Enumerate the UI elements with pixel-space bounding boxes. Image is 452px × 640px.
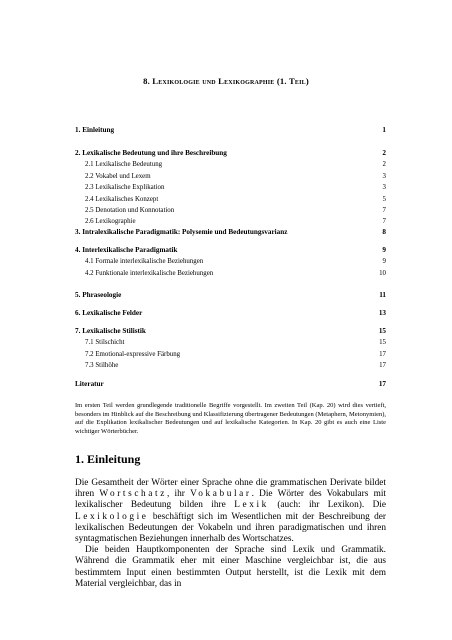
toc-subentry[interactable] xyxy=(75,171,386,182)
toc-group xyxy=(75,148,386,228)
toc-entry-page: 17 xyxy=(379,362,386,370)
toc-entry-label: 2.6 Lexikographie xyxy=(85,218,136,226)
toc-entry-page: 7 xyxy=(382,218,386,226)
toc-group xyxy=(75,227,386,238)
toc-entry[interactable] xyxy=(75,290,386,301)
toc-entry-label: 2.2 Vokabel und Lexem xyxy=(85,172,151,180)
toc-entry-page: 1 xyxy=(382,126,386,134)
section-heading: 1. Einleitung xyxy=(75,452,141,466)
toc-entry-page: 8 xyxy=(382,228,386,236)
toc-subentry[interactable] xyxy=(75,256,386,267)
toc-entry-page: 10 xyxy=(379,269,386,277)
toc-entry-page: 15 xyxy=(379,339,386,347)
toc-entry-label: 6. Lexikalische Felder xyxy=(75,309,143,317)
toc-subentry[interactable] xyxy=(75,337,386,348)
toc-entry-label: 4. Interlexikalische Paradigmatik xyxy=(75,246,178,254)
toc-subentry[interactable] xyxy=(75,182,386,193)
toc-entry-page: 15 xyxy=(378,327,386,335)
toc-entry-page: 17 xyxy=(379,350,386,358)
toc-entry-label: 1. Einleitung xyxy=(75,126,115,134)
toc-entry-page: 3 xyxy=(382,184,386,192)
toc-entry-page: 13 xyxy=(378,309,386,317)
toc-subentry[interactable] xyxy=(75,360,386,371)
toc-entry-label: 4.2 Funktionale interlexikalische Beziehungen xyxy=(85,269,214,277)
spaced-term: Lexik xyxy=(234,500,269,511)
paragraph-1: Die Gesamtheit der Wörter einer Sprache ohne die grammatischen Derivate bildet ihren Wortschatz, ihr Vokabular. Die Wörter des Vokabulars mit lexikalischer Bedeutung bilden ihre Lexik (auch: ihr Lexikon). Die Lexikologie beschäftigt sich im Wesentlichen mit der Beschreibung der lexikalischen Bedeutungen der Vokabeln und ihren paradigmatischen und ihren syntagmatischen Beziehungen innerhalb des Wortschatzes. xyxy=(75,478,386,545)
toc-subentry[interactable] xyxy=(75,349,386,360)
toc-entry-label: 4.1 Formale interlexikalische Beziehungen xyxy=(85,258,204,266)
toc-subentry[interactable] xyxy=(75,205,386,216)
toc-entry[interactable] xyxy=(75,379,386,390)
toc-entry-label: 5. Phraseologie xyxy=(75,291,122,299)
toc-group xyxy=(75,379,386,390)
toc-entry-label: 2.4 Lexikalisches Konzept xyxy=(85,195,159,203)
intro-note: Im ersten Teil werden grundlegende traditionelle Begriffe vorgestellt. Im zweiten Teil (Kap. 20) wird dies vertieft, besonders im Hinblick auf die Beschreibung und Klassifizierung übertragener Bedeutungen (Metaphern, Metonymien), auf die Explikation lexikalischer Bedeutungen und auf lexikalische Kategorien. In Kap. 20 gibt es auch eine Liste wichtiger Wörterbücher. xyxy=(75,402,387,435)
toc-entry-page: 3 xyxy=(382,172,386,180)
toc-entry[interactable] xyxy=(75,308,386,319)
toc-entry-page: 2 xyxy=(382,161,386,169)
toc-group xyxy=(75,125,386,136)
toc-entry-page: 2 xyxy=(382,149,386,157)
toc-subentry[interactable] xyxy=(75,159,386,170)
toc-subentry[interactable] xyxy=(75,194,386,205)
toc-group xyxy=(75,326,386,372)
toc-entry-label: 7.3 Stilhöhe xyxy=(85,362,119,370)
toc-group xyxy=(75,245,386,279)
toc-entry-page: 11 xyxy=(379,291,386,299)
toc-entry[interactable] xyxy=(75,245,386,256)
body-text xyxy=(75,478,386,590)
toc-entry-page: 5 xyxy=(382,195,386,203)
paragraph-2: Die beiden Hauptkomponenten der Sprache sind Lexik und Grammatik. Während die Grammatik eher mit einer Maschine vergleichbar ist, die aus bestimmtem Input einen bestimmten Output herstellt, ist die Lexik mit dem Material vergleichbar, das in xyxy=(75,545,386,589)
toc-entry[interactable] xyxy=(75,148,386,159)
toc-group xyxy=(75,308,386,319)
toc-entry-page: 9 xyxy=(382,246,386,254)
toc-entry-label: 2.5 Denotation und Konnotation xyxy=(85,206,175,214)
toc-entry[interactable] xyxy=(75,326,386,337)
toc-entry-page: 9 xyxy=(382,258,386,266)
page-title: 8. Lexikologie und Lexikographie (1. Teil) xyxy=(143,76,309,86)
toc-entry-page: 7 xyxy=(382,206,386,214)
toc-subentry[interactable] xyxy=(75,268,386,279)
spaced-term: Vokabular xyxy=(190,489,252,500)
toc-entry-label: 7.2 Emotional-expressive Färbung xyxy=(85,350,181,358)
toc-entry-label: Literatur xyxy=(75,380,104,388)
toc-entry-label: 2.1 Lexikalische Bedeutung xyxy=(85,161,163,169)
spaced-term: Lexikologie xyxy=(75,511,149,522)
toc-entry-label: 2. Lexikalische Bedeutung und ihre Beschreibung xyxy=(75,149,227,157)
toc-entry-label: 2.3 Lexikalische Explikation xyxy=(85,184,165,192)
toc-entry-label: 7. Lexikalische Stilistik xyxy=(75,327,146,335)
toc-entry[interactable] xyxy=(75,125,386,136)
toc-entry-label: 7.1 Stilschicht xyxy=(85,339,125,347)
toc-group xyxy=(75,290,386,301)
toc-entry-page: 17 xyxy=(378,380,386,388)
spaced-term: Wortschatz xyxy=(99,489,167,500)
toc-entry[interactable] xyxy=(75,227,386,238)
toc-entry-label: 3. Intralexikalische Paradigmatik: Polysemie und Bedeutungsvarianz xyxy=(75,228,288,236)
